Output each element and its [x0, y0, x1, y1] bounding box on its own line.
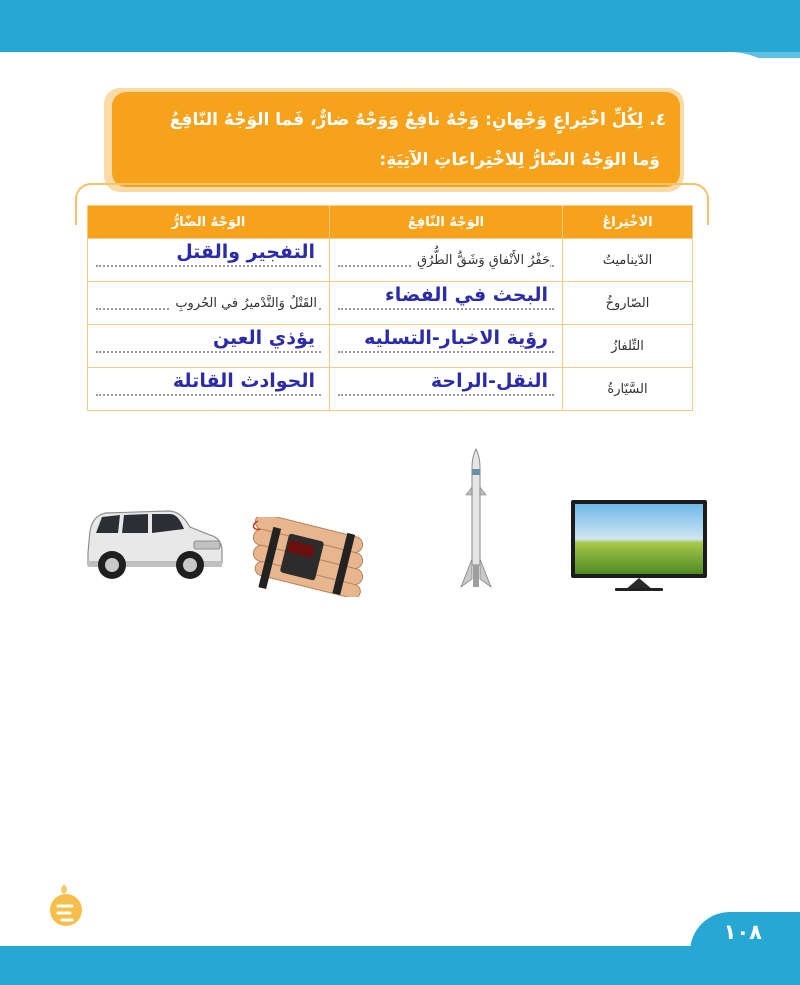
television-image: [570, 498, 708, 592]
handwritten-answer: الحوادث القاتلة: [172, 370, 315, 392]
table-header-row: [88, 206, 693, 239]
printed-answer: حَفْرُ الأَنْفاقِ وَشَقُّ الطُّرُقِ: [413, 253, 550, 268]
harmful-cell[interactable]: [88, 325, 330, 368]
top-band: [0, 0, 800, 58]
harmful-cell[interactable]: [88, 368, 330, 411]
question-text: [126, 100, 666, 180]
header-invention: الاخْتِراعُ: [563, 206, 693, 239]
handwritten-answer: رؤية الاخبار-التسليه: [364, 327, 548, 349]
printed-answer: القَتْلُ وَالتَّدْميرُ في الحُروبِ: [171, 296, 317, 311]
question-line-2: وَما الوَجْهُ الضّارُّ لِلاخْتِراعاتِ الآتِيَةِ:: [379, 150, 660, 170]
table-row: [88, 368, 693, 411]
useful-cell[interactable]: [330, 325, 563, 368]
answer-line: [338, 394, 554, 396]
header-harmful: الوَجْهُ الضّارُّ: [88, 206, 330, 239]
inventions-table: [87, 205, 693, 411]
bottom-band: [0, 946, 800, 985]
harmful-cell[interactable]: [88, 239, 330, 282]
handwritten-answer: البحث في الفضاء: [385, 284, 548, 306]
page-number: ١٠٨: [723, 920, 762, 944]
invention-name: السَّيّارةُ: [563, 368, 693, 411]
handwritten-answer: النقل-الراحة: [430, 370, 548, 392]
table-row: [88, 239, 693, 282]
answer-line: [96, 394, 321, 396]
header-useful: الوَجْهُ النّافِعُ: [330, 206, 563, 239]
answer-line: [96, 351, 321, 353]
answer-line: [338, 351, 554, 353]
question-box: [112, 92, 680, 187]
invention-name: الدّيناميتُ: [563, 239, 693, 282]
publisher-logo-icon: [46, 880, 86, 930]
invention-name: التِّلفازُ: [563, 325, 693, 368]
handwritten-answer: التفجير والقتل: [176, 241, 315, 263]
dynamite-image: [248, 517, 372, 597]
car-image: [82, 503, 224, 585]
answer-line: [338, 308, 554, 310]
useful-cell[interactable]: [330, 282, 563, 325]
useful-cell: [330, 239, 563, 282]
handwritten-answer: يؤذي العين: [212, 327, 315, 349]
invention-name: الصّاروخُ: [563, 282, 693, 325]
table-row: [88, 325, 693, 368]
useful-cell[interactable]: [330, 368, 563, 411]
answer-line: [96, 265, 321, 267]
table-row: [88, 282, 693, 325]
question-line-1: ٤. لِكُلِّ اخْتِراعٍ وَجْهانِ: وَجْهٌ نافِعٌ وَوَجْهٌ ضارٌّ، فَما الوَجْهُ النّافِعُ: [169, 110, 666, 130]
rocket-image: [458, 447, 494, 595]
harmful-cell: [88, 282, 330, 325]
